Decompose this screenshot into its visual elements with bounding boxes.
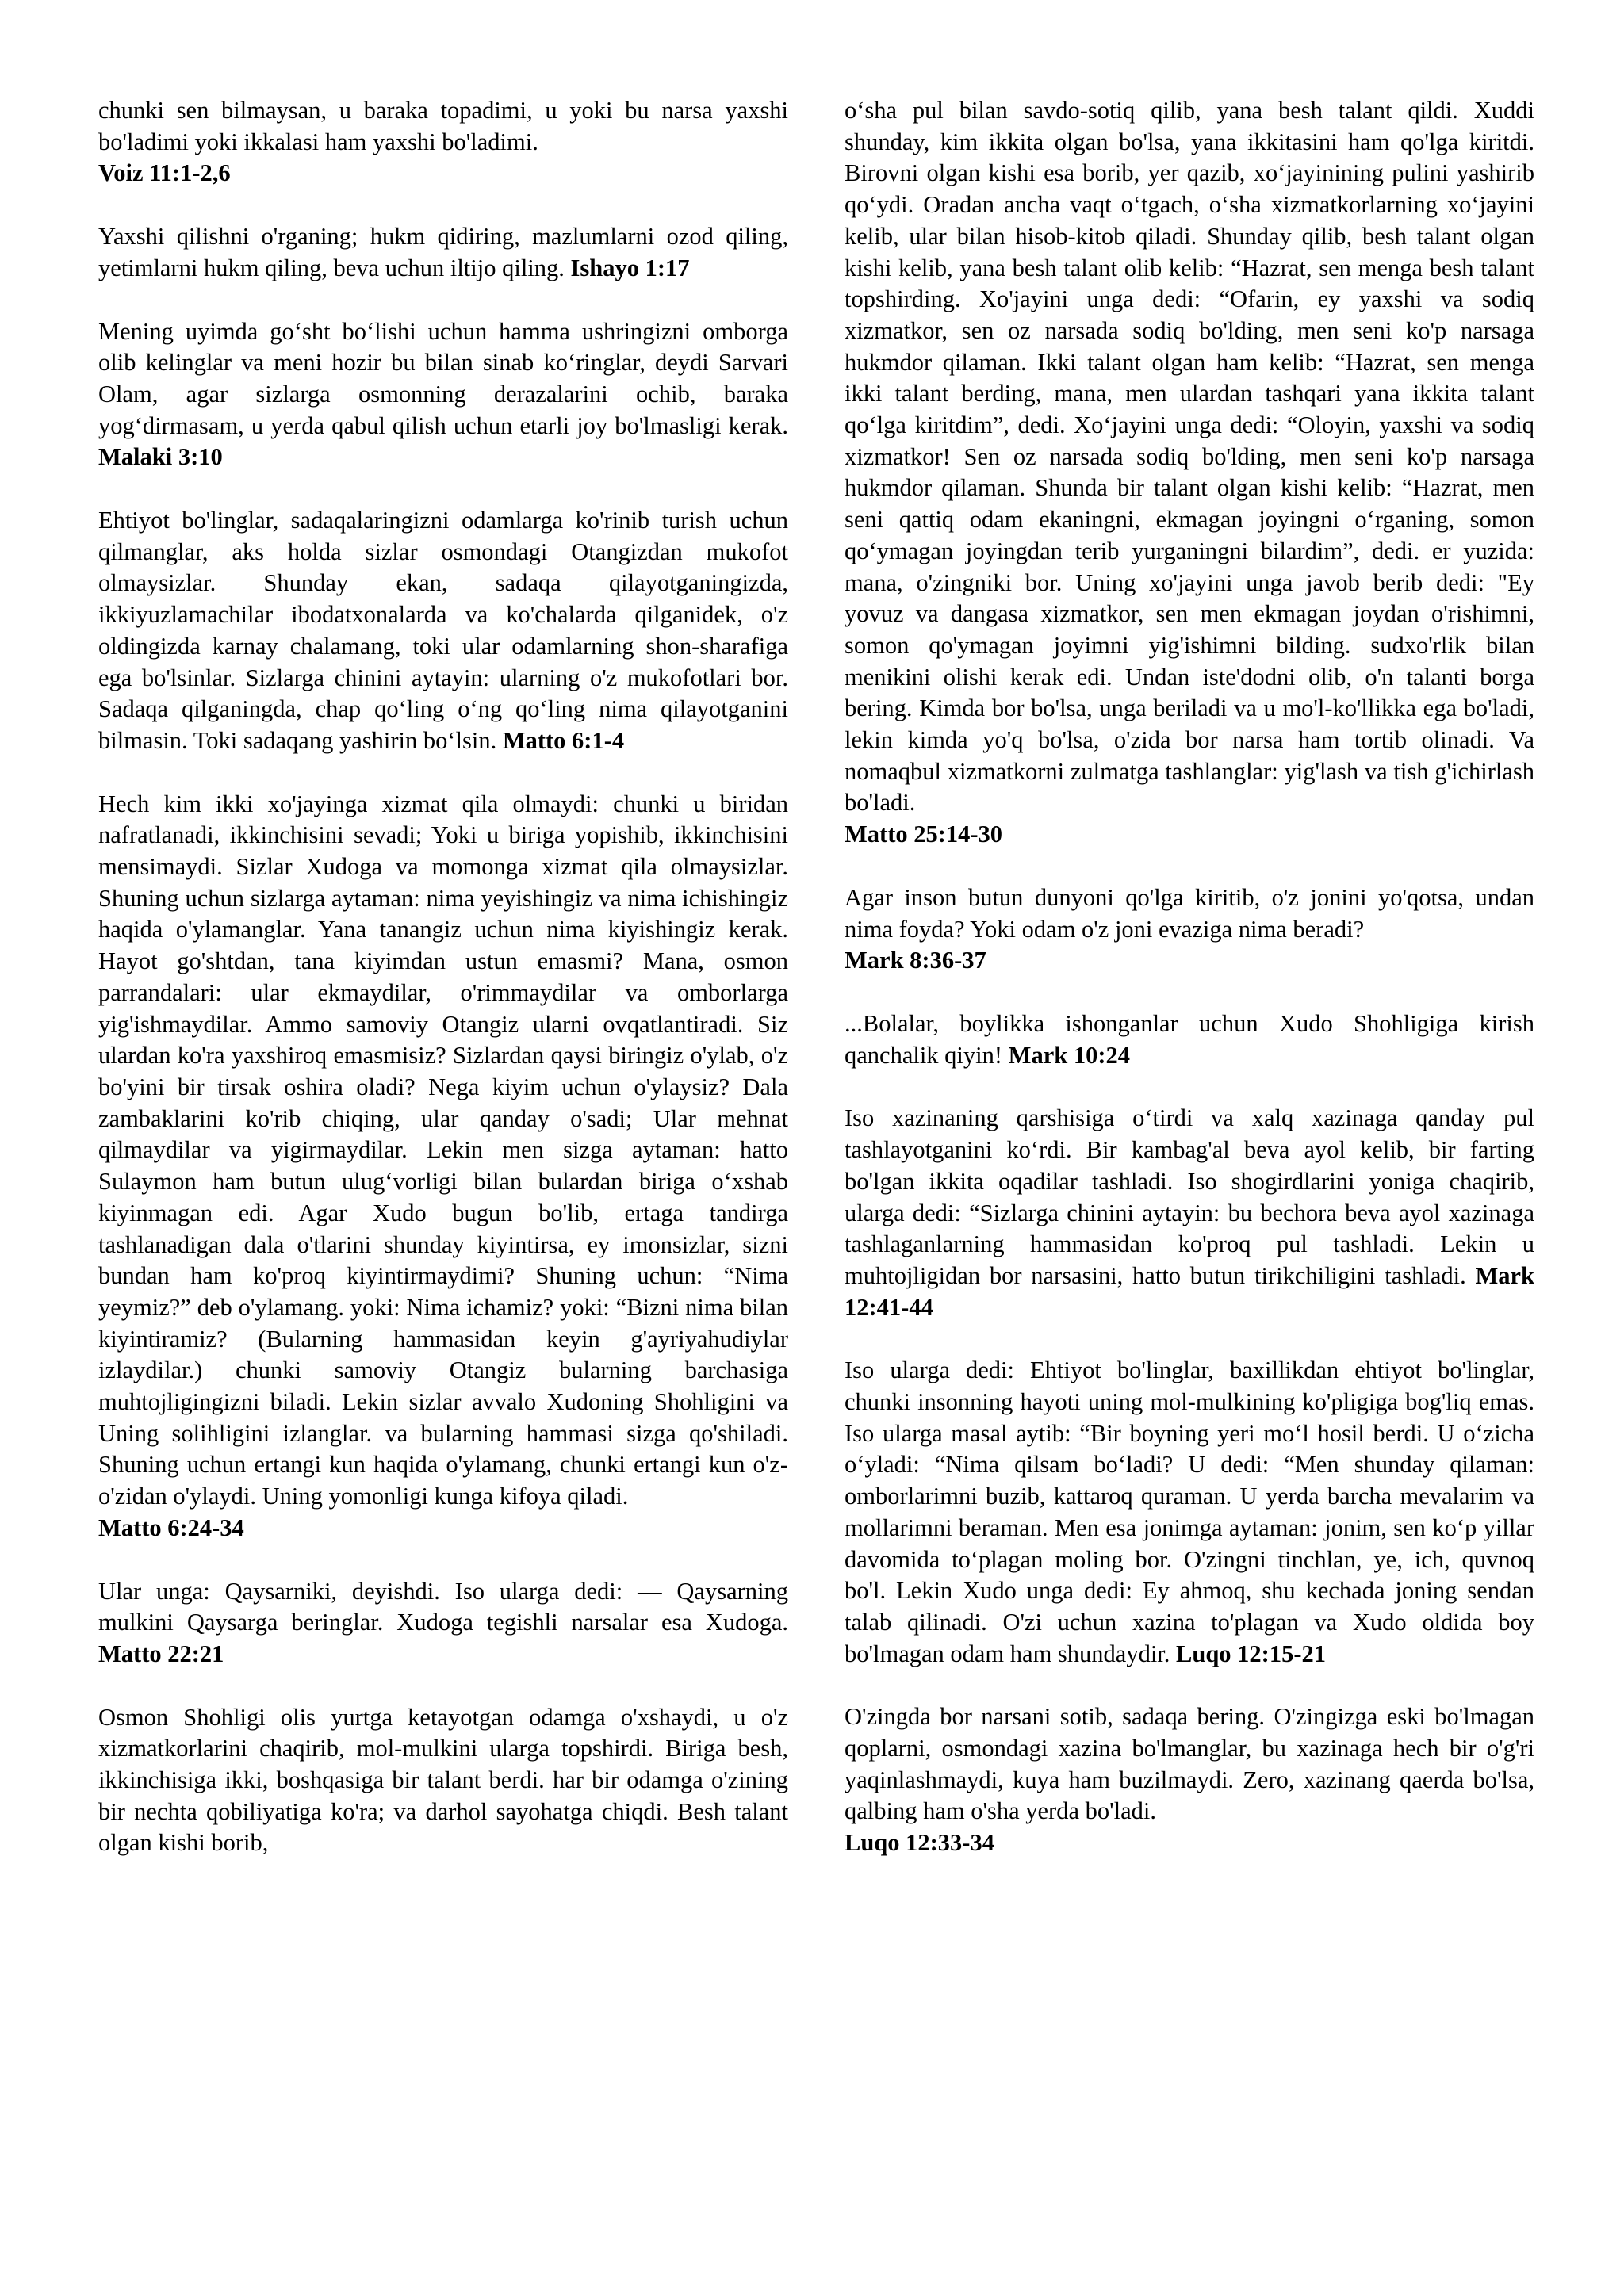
passage-text: Hech kim ikki xo'jayinga xizmat qila olmaydi: chunki u biridan nafratlanadi, ikkinchisini sevadi; Yoki u biriga yopishib, ikkinchisini mensimaydi. Sizlar Xudoga va momonga xizmat qila olmaysizlar. Shuning uchun sizlarga aytaman: nima yeyishingiz va nima ichishingiz haqida o'ylamanglar. Yana tanangiz uchun nima kiyishingiz kerak. Hayot go'shtdan, tana kiyimdan ustun emasmi? Mana, osmon parrandalari: ular ekmaydilar, o'rimmaydilar va omborlarga yig'ishmaydilar. Ammo samoviy Otangiz ularni ovqatlantiradi. Siz ulardan ko'ra yaxshiroq emasmisiz? Sizlardan qaysi biringiz o'ylab, o'z bo'yini bir tirsak oshira oladi? Nega kiyim uchun o'ylaysiz? Dala zambaklarini ko'rib chiqing, ular qanday o'sadi; Ular mehnat qilmaydilar va yigirmaydilar. Lekin men sizga aytaman: hatto Sulaymon ham butun ulug‘vorligi bilan bulardan biriga o‘xshab kiyinmagan edi. Agar Xudo bugun bo'lib, ertaga tandirga tashlanadigan dala o'tlarini shunday kiyintirsa, ey imonsizlar, sizni bundan ham ko'proq kiyintirmaydimi? Shuning uchun: “Nima yeymiz?” deb o'ylamang. yoki: Nima ichamiz? yoki: “Bizni nima bilan kiyintiramiz? (Bularning hammasidan keyin g'ayriyahudiylar izlaydilar.) chunki samoviy Otangiz bularning barchasiga muhtojligingizni biladi. Lekin sizlar avvalo Xudoning Shohligini va Uning solihligini izlanglar. va bularning hammasi sizga qo'shiladi. Shuning uchun ertangi kun haqida o'ylamang, chunki ertangi kun o'z-o'zidan o'ylaydi. Uning yomonligi kunga kifoya qiladi.: [98, 790, 788, 1510]
passage: [98, 789, 788, 1544]
right-column: [845, 95, 1534, 1891]
passage: [98, 505, 788, 757]
scripture-reference: Mark 12:41-44: [845, 1261, 1535, 1321]
passage: [845, 1103, 1534, 1323]
scripture-reference: Voiz 11:1-2,6: [98, 159, 231, 187]
passage-text: ...Bolalar, boylikka ishonganlar uchun Xudo Shohligiga kirish qanchalik qiyin!: [845, 1009, 1534, 1069]
scripture-reference: Luqo 12:33-34: [845, 1829, 994, 1857]
scripture-reference: Mark 8:36-37: [845, 947, 986, 974]
passage-text: Mening uyimda go‘sht bo‘lishi uchun hamma ushringizni omborga olib kelinglar va meni hozir bu bilan sinab ko‘ringlar, deydi Sarvari Olam, agar sizlarga osmonning derazalarini ochib, baraka yog‘dirmasam, u yerda qabul qilish uchun etarli joy bo'lmasligi kerak.: [98, 317, 788, 439]
scripture-reference: Matto 22:21: [98, 1640, 224, 1667]
scripture-reference: Matto 25:14-30: [845, 821, 1003, 848]
passage: [845, 1008, 1534, 1071]
passage-text: Osmon Shohligi olis yurtga ketayotgan odamga o'xshaydi, u o'z xizmatkorlarini chaqirib, mol-mulkini ularga topshirdi. Biriga besh, ikkinchisiga ikki, boshqasiga bir talant berdi. har bir odamga o'zining bir nechta qobiliyatiga ko'ra; va darhol sayohatga chiqdi. Besh talant olgan kishi borib,: [98, 1703, 788, 1857]
left-column: [98, 95, 788, 1891]
passage-text: Iso xazinaning qarshisiga o‘tirdi va xalq xazinaga qanday pul tashlayotganini ko‘rdi. Bir kambag'al beva ayol kelib, bir farting bo'lgan ikkita oqadilar tashladi. Iso shogirdlarini yoniga chaqirib, ularga dedi: “Sizlarga chinini aytayin: bu bechora beva ayol xazinaga tashlaganlarning hammasidan ko'proq pul tashladi. Lekin u muhtojligidan bor narsasini, hatto butun tirikchiligini tashladi.: [845, 1104, 1534, 1289]
passage-text: Yaxshi qilishni o'rganing; hukm qidiring, mazlumlarni ozod qiling, yetimlarni hukm qiling, beva uchun iltijo qiling.: [98, 223, 788, 281]
passage: [845, 95, 1534, 851]
passage-text: Ehtiyot bo'linglar, sadaqalaringizni odamlarga ko'rinib turish uchun qilmanglar, aks holda sizlar osmondagi Otangizdan mukofot olmaysizlar. Shunday ekan, sadaqa qilayotganingizda, ikkiyuzlamachilar ibodatxonalarda va ko'chalarda qilganidek, o'z oldingizda karnay chalamang, toki ular odamlarning shon-sharafiga ega bo'lsinlar. Sizlarga chinini aytayin: ularning o'z mukofotlari bor. Sadaqa qilganingda, chap qo‘ling o‘ng qo‘ling nima qilayotganini bilmasin. Toki sadaqang yashirin bo‘lsin.: [98, 507, 788, 754]
passage: [98, 316, 788, 474]
passage: [845, 1355, 1534, 1670]
passage: [845, 882, 1534, 977]
scripture-reference: Matto 6:1-4: [502, 726, 625, 754]
passage-text: Iso ularga dedi: Ehtiyot bo'linglar, baxillikdan ehtiyot bo'linglar, chunki insonning hayoti uning mol-mulkining ko'pligiga bog'liq emas. Iso ularga masal aytib: “Bir boyning yeri mo‘l hosil berdi. U o‘zicha o‘yladi: “Nima qilsam bo‘ladi? U dedi: “Men shunday qilaman: omborlarimni buzib, kattaroq quraman. U yerda barcha mevalarim va mollarimni beraman. Men esa jonimga aytaman: jonim, sen ko‘p yillar davomida to‘plagan moling bor. O'zingni tinchlan, ye, ich, quvnoq bo'l. Lekin Xudo unga dedi: Ey ahmoq, shu kechada joning sendan talab qilinadi. O'zi uchun xazina to'plagan va Xudo oldida boy bo'lmagan odam ham shundaydir.: [845, 1357, 1534, 1667]
scripture-reference: Malaki 3:10: [98, 443, 223, 471]
scripture-reference: Ishayo 1:17: [570, 254, 690, 281]
passage: [98, 221, 788, 284]
passage: [98, 95, 788, 189]
passage-text: Ular unga: Qaysarniki, deyishdi. Iso ularga dedi: — Qaysarning mulkini Qaysarga beringlar. Xudoga tegishli narsalar esa Xudoga.: [98, 1577, 788, 1636]
scripture-reference: Matto 6:24-34: [98, 1513, 244, 1541]
scripture-reference: Mark 10:24: [1008, 1041, 1130, 1069]
passage: [845, 1701, 1534, 1859]
passage-text: o‘sha pul bilan savdo-sotiq qilib, yana besh talant qildi. Xuddi shunday, kim ikkita olgan bo'lsa, yana ikkitasini ham qo'lga kiritdi. Birovni olgan kishi esa borib, yer qazib, xo‘jayinining pulini yashirib qo‘ydi. Oradan ancha vaqt o‘tgach, o‘sha xizmatkorlarning xo‘jayini kelib, ular bilan hisob-kitob qiladi. Shunday qilib, besh talant olgan kishi kelib, yana besh talant olib kelib: “Hazrat, sen menga besh talant topshirding. Xo'jayini unga dedi: “Ofarin, ey yaxshi va sodiq xizmatkor, sen oz narsada sodiq bo'lding, men seni ko'p narsaga hukmdor qilaman. Ikki talant olgan ham kelib: “Hazrat, sen menga ikki talant berding, mana, men ulardan tashqari yana ikkita talant qo‘lga kiritdim”, dedi. Xo‘jayini unga dedi: “Oloyin, yaxshi va sodiq xizmatkor! Sen oz narsada sodiq bo'lding, men seni ko'p narsaga hukmdor qilaman. Shunda bir talant olgan kishi kelib: “Hazrat, men seni qattiq odam ekaningni, ekmagan joyingni o‘rganing, somon qo‘ymagan joyingdan terib yurganingni bilardim”, dedi. er yuzida: mana, o'zingniki bor. Uning xo'jayini unga javob berib dedi: "Ey yovuz va dangasa xizmatkor, sen men ekmagan joydan o'rishimni, somon qo'ymagan joyimni yig'ishimni bilding. sudxo'rlik bilan menikini olishi kerak edi. Undan iste'dodni olib, o'n talanti borga bering. Kimda bor bo'lsa, unga beriladi va u mo'l-ko'llikka ega bo'ladi, lekin kimda yo'q bo'lsa, o'zida bor narsa ham tortib olinadi. Va nomaqbul xizmatkorni zulmatga tashlanglar: yig'lash va tish g'ichirlash bo'ladi.: [845, 97, 1534, 817]
passage-text: O'zingda bor narsani sotib, sadaqa bering. O'zingizga eski bo'lmagan qoplarni, osmondagi xazina bo'lmanglar, bu xazinaga hech bir o'g'ri yaqinlashmaydi, kuya ham buzilmaydi. Zero, xazinang qaerda bo'lsa, qalbing ham o'sha yerda bo'ladi.: [845, 1703, 1534, 1825]
passage-text: chunki sen bilmaysan, u baraka topadimi, u yoki bu narsa yaxshi bo'ladimi yoki ikkalasi ham yaxshi bo'ladimi.: [98, 97, 788, 155]
passage: [98, 1702, 788, 1860]
passage: [98, 1576, 788, 1670]
scripture-reference: Luqo 12:15-21: [1176, 1640, 1326, 1667]
passage-text: Agar inson butun dunyoni qo'lga kiritib, o'z jonini yo'qotsa, undan nima foyda? Yoki odam o'z joni evaziga nima beradi?: [845, 883, 1534, 943]
